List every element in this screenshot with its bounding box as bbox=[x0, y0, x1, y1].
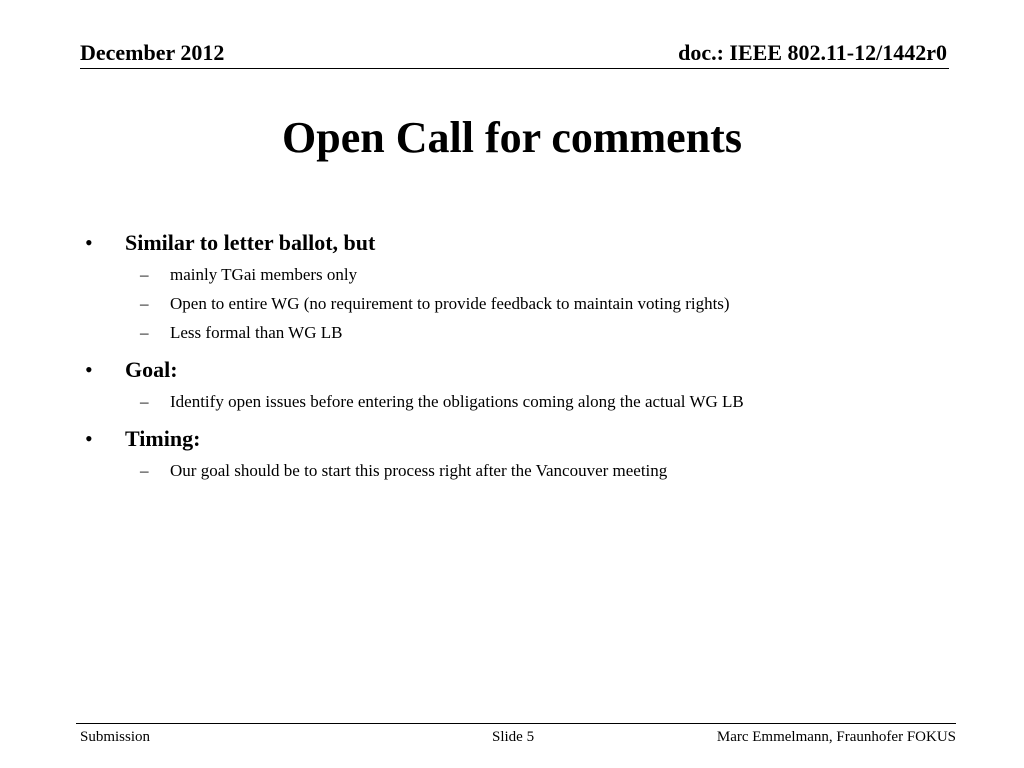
dash-marker: – bbox=[140, 392, 149, 411]
bullet-marker: • bbox=[85, 426, 93, 451]
footer-author: Marc Emmelmann, Fraunhofer FOKUS bbox=[716, 729, 956, 745]
bullet-item bbox=[85, 353, 965, 387]
sub-bullet-item bbox=[85, 289, 965, 318]
sub-bullet-text: Our goal should be to start this process right after the Vancouver meeting bbox=[170, 461, 668, 480]
sub-bullet-text: Open to entire WG (no requirement to provide feedback to maintain voting rights) bbox=[170, 294, 730, 313]
footer-slide-number: Slide 5 bbox=[492, 729, 535, 745]
sub-bullet-item bbox=[85, 456, 965, 485]
footer-divider bbox=[76, 723, 956, 724]
bullet-text: Similar to letter ballot, but bbox=[125, 230, 376, 255]
dash-marker: – bbox=[140, 461, 149, 480]
slide-body bbox=[85, 226, 965, 485]
header-doc-id: doc.: IEEE 802.11-12/1442r0 bbox=[678, 40, 947, 65]
dash-marker: – bbox=[140, 323, 149, 342]
bullet-marker: • bbox=[85, 230, 93, 255]
dash-marker: – bbox=[140, 265, 149, 284]
footer-submission: Submission bbox=[80, 729, 151, 745]
dash-marker: – bbox=[140, 294, 149, 313]
sub-bullet-item bbox=[85, 387, 965, 416]
sub-bullet-text: Less formal than WG LB bbox=[170, 323, 343, 342]
sub-bullet-item bbox=[85, 260, 965, 289]
bullet-text: Goal: bbox=[125, 357, 178, 382]
bullet-text: Timing: bbox=[125, 426, 201, 451]
bullet-marker: • bbox=[85, 357, 93, 382]
header-date: December 2012 bbox=[80, 40, 225, 65]
sub-bullet-item bbox=[85, 318, 965, 347]
header-divider bbox=[80, 68, 949, 69]
slide-title: Open Call for comments bbox=[282, 113, 742, 162]
bullet-item bbox=[85, 422, 965, 456]
bullet-item bbox=[85, 226, 965, 260]
sub-bullet-text: Identify open issues before entering the obligations coming along the actual WG LB bbox=[170, 392, 744, 411]
sub-bullet-text: mainly TGai members only bbox=[170, 265, 358, 284]
